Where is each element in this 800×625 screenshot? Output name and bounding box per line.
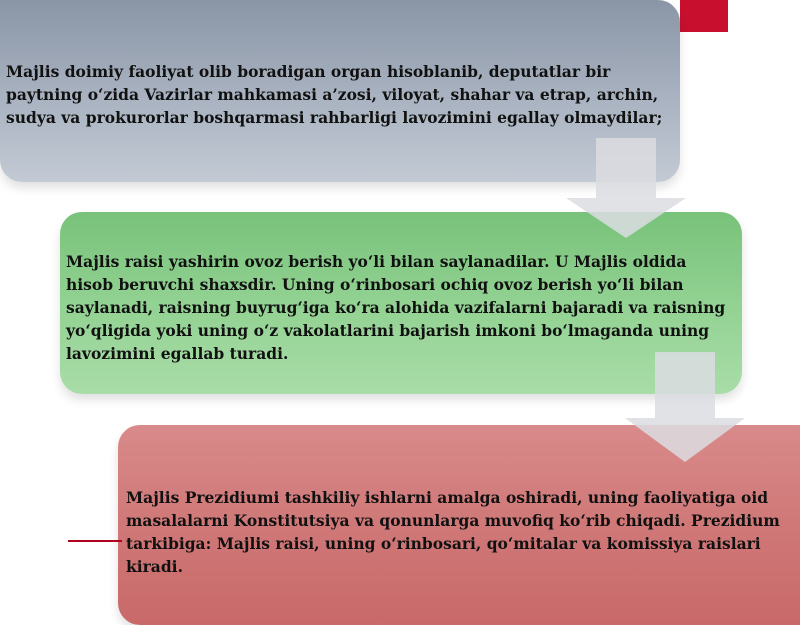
box-2-text: Majlis raisi yashirin ovoz berish yo‘li bilan saylanadilar. U Majlis oldida hisob beruvchi shaxsdir. Uning o‘rinbosari ochiq ovoz berish yo‘li bilan saylanadi, raisning buyrug‘iga ko‘ra alohida vazifalarni bajaradi va raisning yo‘qligida yoki uning o‘z vakolatlarini bajarish imkoni bo‘lmaganda uning lavozimini egallab turadi. — [66, 252, 726, 363]
arrow-down-icon — [566, 138, 686, 238]
box-3-text: Majlis Prezidiumi tashkiliy ishlarni amalga oshiradi, uning faoliyatiga oid masalalarni Konstitutsiya va qonunlarga muvofiq ko‘rib chiqadi. Prezidium tarkibiga: Majlis raisi, uning o‘rinbosari, qo‘mitalar va komissiya raislari kiradi. — [126, 488, 780, 576]
accent-block — [680, 0, 728, 32]
decorative-line — [68, 540, 122, 542]
arrow-down-icon — [625, 352, 745, 462]
box-1-text: Majlis doimiy faoliyat olib boradigan organ hisoblanib, deputatlar bir paytning o‘zida Vazirlar mahkamasi a’zosi, viloyat, shahar va etrap, archin, sudya va prokurorlar boshqarmasi rahbarligi lavozimini egallay olmaydilar; — [6, 62, 663, 127]
